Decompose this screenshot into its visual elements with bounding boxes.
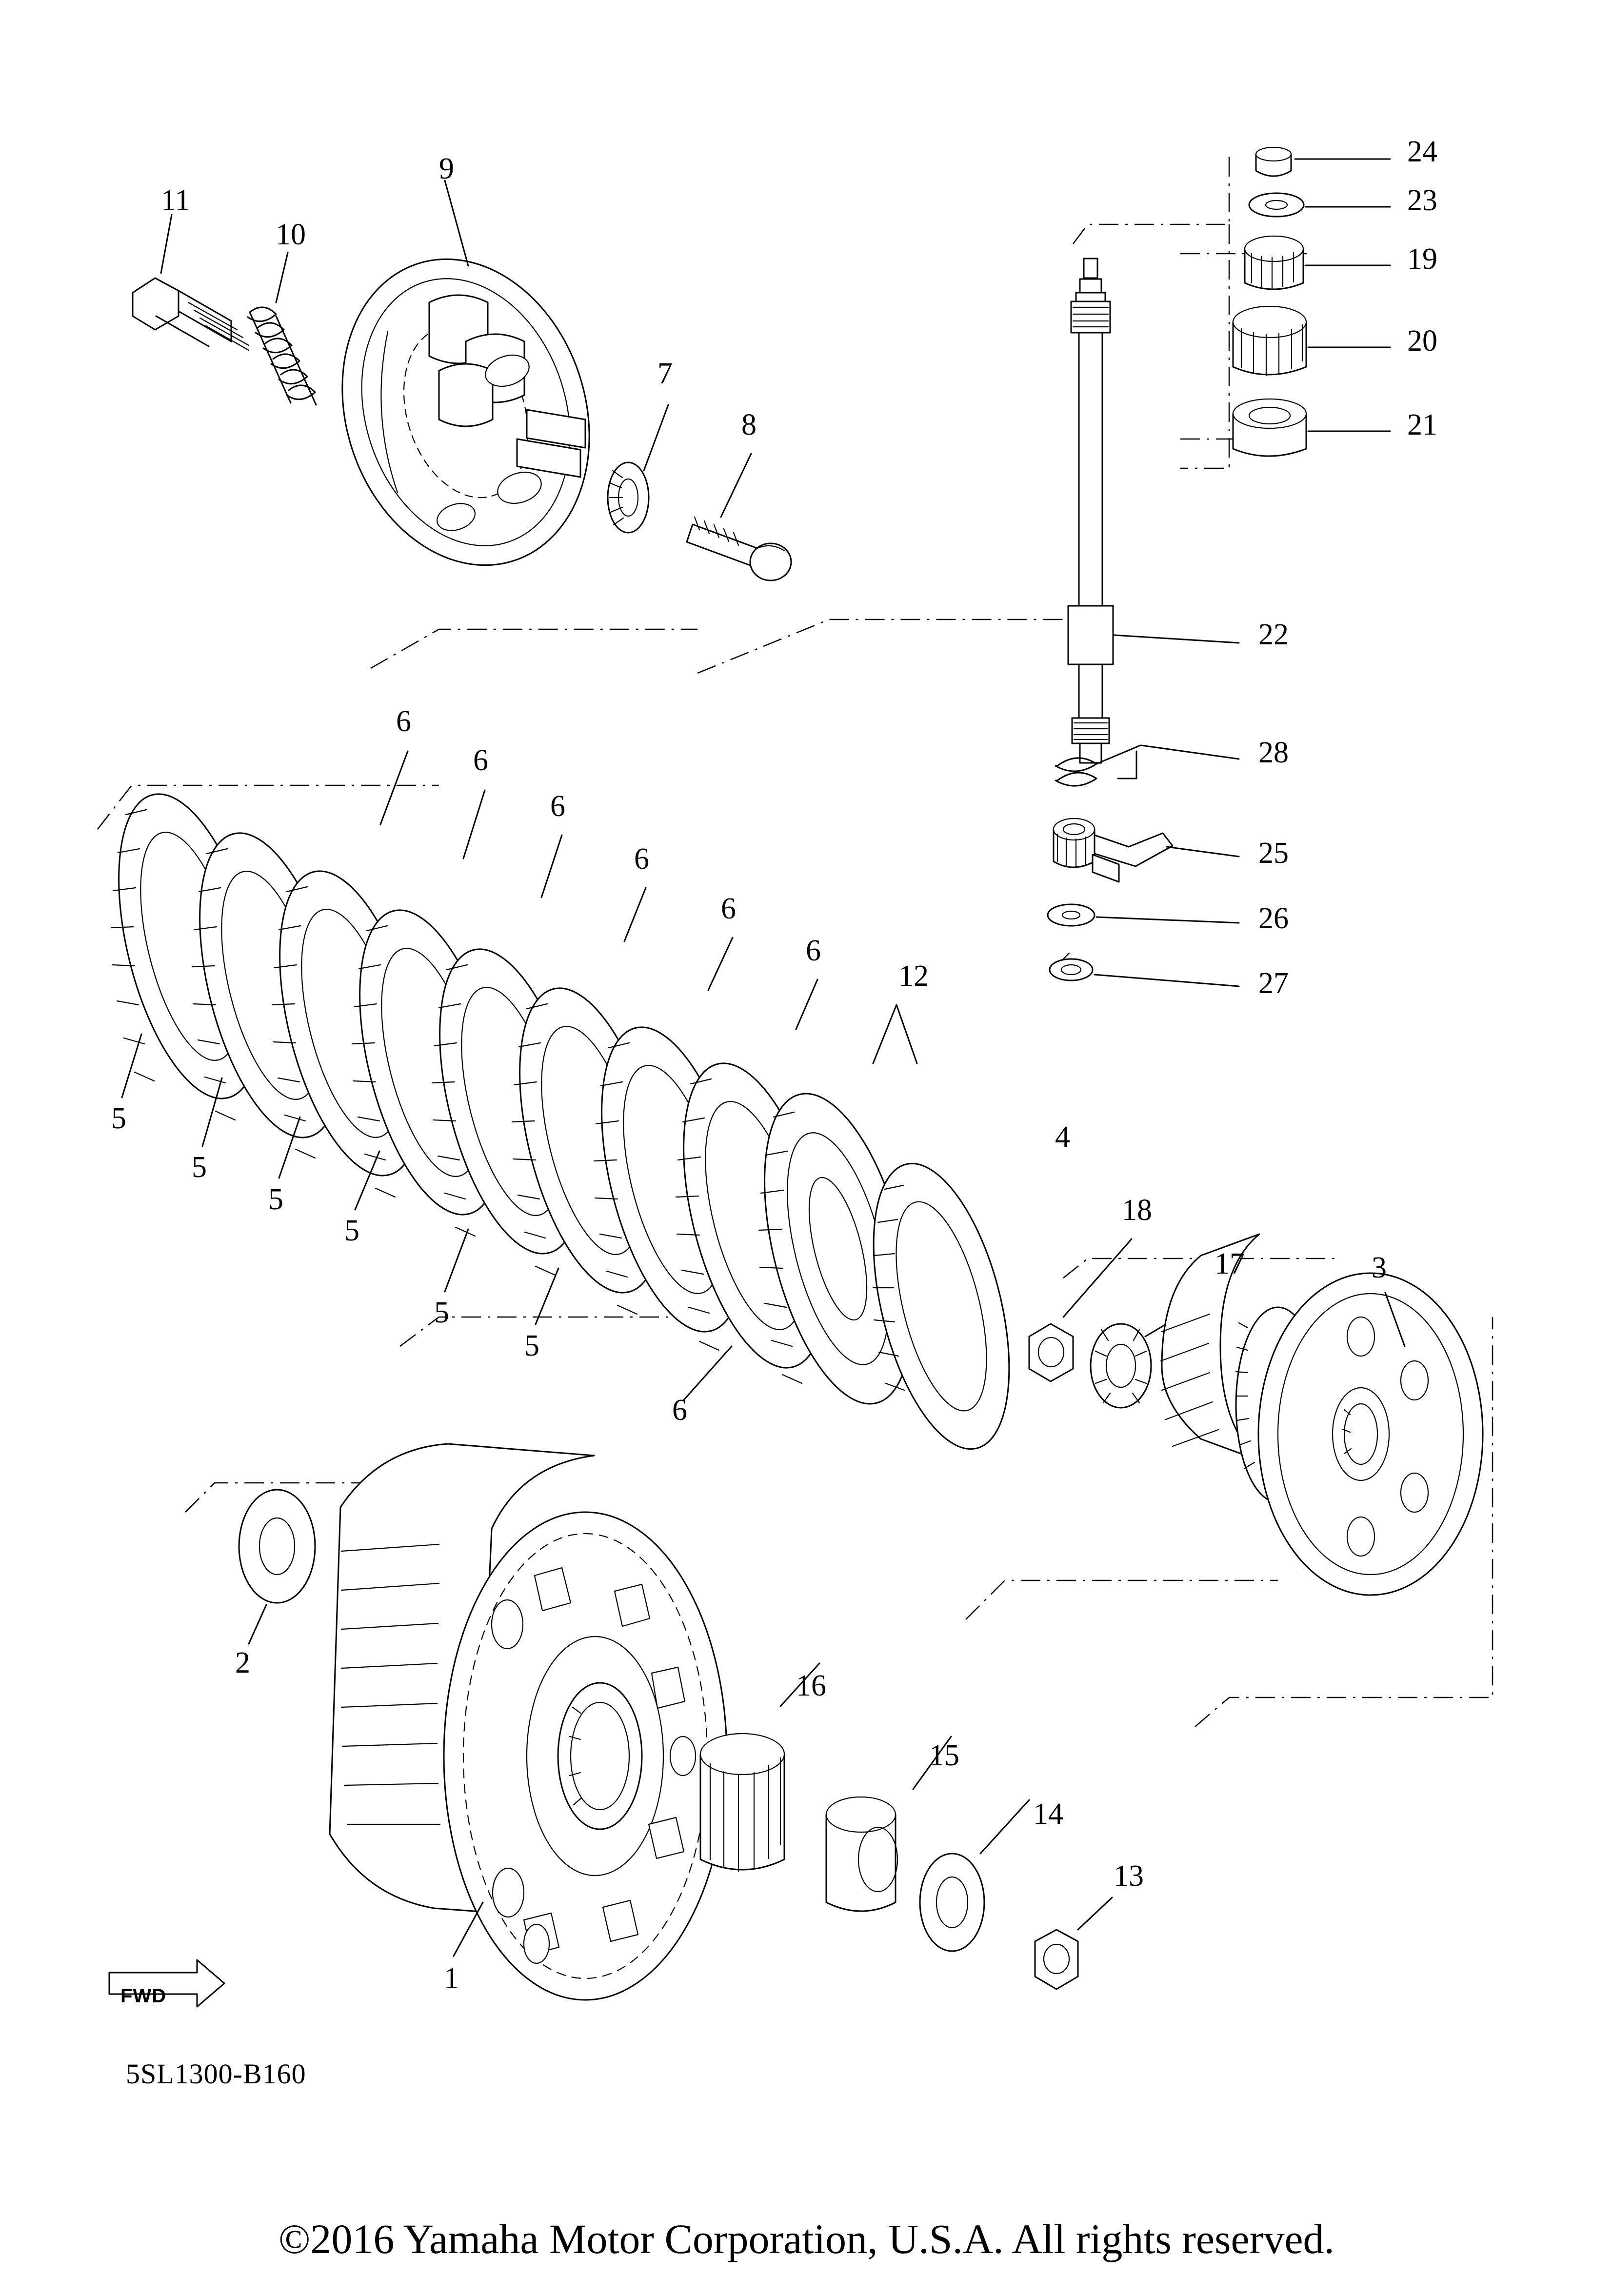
part-23-washer xyxy=(1249,193,1390,217)
callout-26: 26 xyxy=(1258,902,1289,935)
callout-5-a: 5 xyxy=(111,1102,126,1135)
callout-5-d: 5 xyxy=(344,1214,359,1247)
copyright-notice: ©2016 Yamaha Motor Corporation, U.S.A. All rights reserved. xyxy=(279,2216,1334,2262)
part-27-circlip xyxy=(1050,953,1239,986)
callout-7: 7 xyxy=(657,357,673,390)
callout-2: 2 xyxy=(235,1646,250,1679)
part-21-oil-seal xyxy=(1233,399,1390,456)
callout-25: 25 xyxy=(1258,837,1289,870)
callout-1: 1 xyxy=(444,1962,459,1995)
clutch-plate-stack xyxy=(92,780,1035,1463)
callout-16: 16 xyxy=(796,1669,826,1702)
part-number-label: 5SL1300-B160 xyxy=(126,2058,306,2090)
callout-5-f: 5 xyxy=(524,1329,539,1362)
part-25-push-lever xyxy=(1054,819,1239,882)
part-11-bolt xyxy=(133,215,249,350)
callout-5-e: 5 xyxy=(434,1296,449,1329)
callout-8: 8 xyxy=(741,408,757,441)
part-19-bearing xyxy=(1245,236,1390,289)
part-1-clutch-housing xyxy=(330,1444,727,2000)
callout-28: 28 xyxy=(1258,736,1289,769)
part-10-spring xyxy=(248,253,316,405)
callout-11: 11 xyxy=(161,184,190,217)
callout-17: 17 xyxy=(1215,1247,1245,1280)
callout-6-g: 6 xyxy=(672,1394,687,1427)
callout-14: 14 xyxy=(1033,1797,1063,1831)
callout-13: 13 xyxy=(1114,1859,1144,1893)
part-13-nut xyxy=(1035,1897,1112,1989)
callout-6-c: 6 xyxy=(550,790,565,823)
callout-6-a: 6 xyxy=(396,705,411,738)
part-26-washer xyxy=(1048,904,1239,926)
part-14-washer xyxy=(920,1800,1029,1951)
callout-6-b: 6 xyxy=(473,744,488,777)
part-8-push-rod xyxy=(687,454,791,580)
callout-9: 9 xyxy=(439,152,454,185)
callout-12: 12 xyxy=(898,959,929,993)
part-2-thrust-washer xyxy=(239,1490,315,1644)
fwd-label: FWD xyxy=(120,1985,167,2007)
callout-19: 19 xyxy=(1407,242,1437,276)
callout-24: 24 xyxy=(1407,135,1437,168)
part-22-push-lever-shaft xyxy=(1068,259,1239,763)
part-24-nut xyxy=(1256,147,1390,176)
callout-18: 18 xyxy=(1122,1194,1152,1227)
callout-6-d: 6 xyxy=(634,842,649,876)
callout-6-e: 6 xyxy=(721,892,736,925)
callout-15: 15 xyxy=(929,1739,959,1772)
callout-5-c: 5 xyxy=(268,1183,283,1216)
callout-10: 10 xyxy=(276,218,306,251)
callout-22: 22 xyxy=(1258,618,1289,651)
part-7-washer xyxy=(608,405,668,533)
callout-4: 4 xyxy=(1055,1120,1070,1154)
part-9-pressure-plate xyxy=(304,180,628,598)
callout-3: 3 xyxy=(1372,1251,1387,1284)
callout-6-f: 6 xyxy=(806,934,821,967)
callout-21: 21 xyxy=(1407,408,1437,441)
callout-5-b: 5 xyxy=(192,1151,207,1184)
part-20-bearing xyxy=(1233,306,1390,376)
callout-27: 27 xyxy=(1258,967,1289,1000)
callout-23: 23 xyxy=(1407,184,1437,217)
part-3-primary-driven-gear xyxy=(1161,1234,1483,1595)
callout-20: 20 xyxy=(1407,324,1437,358)
